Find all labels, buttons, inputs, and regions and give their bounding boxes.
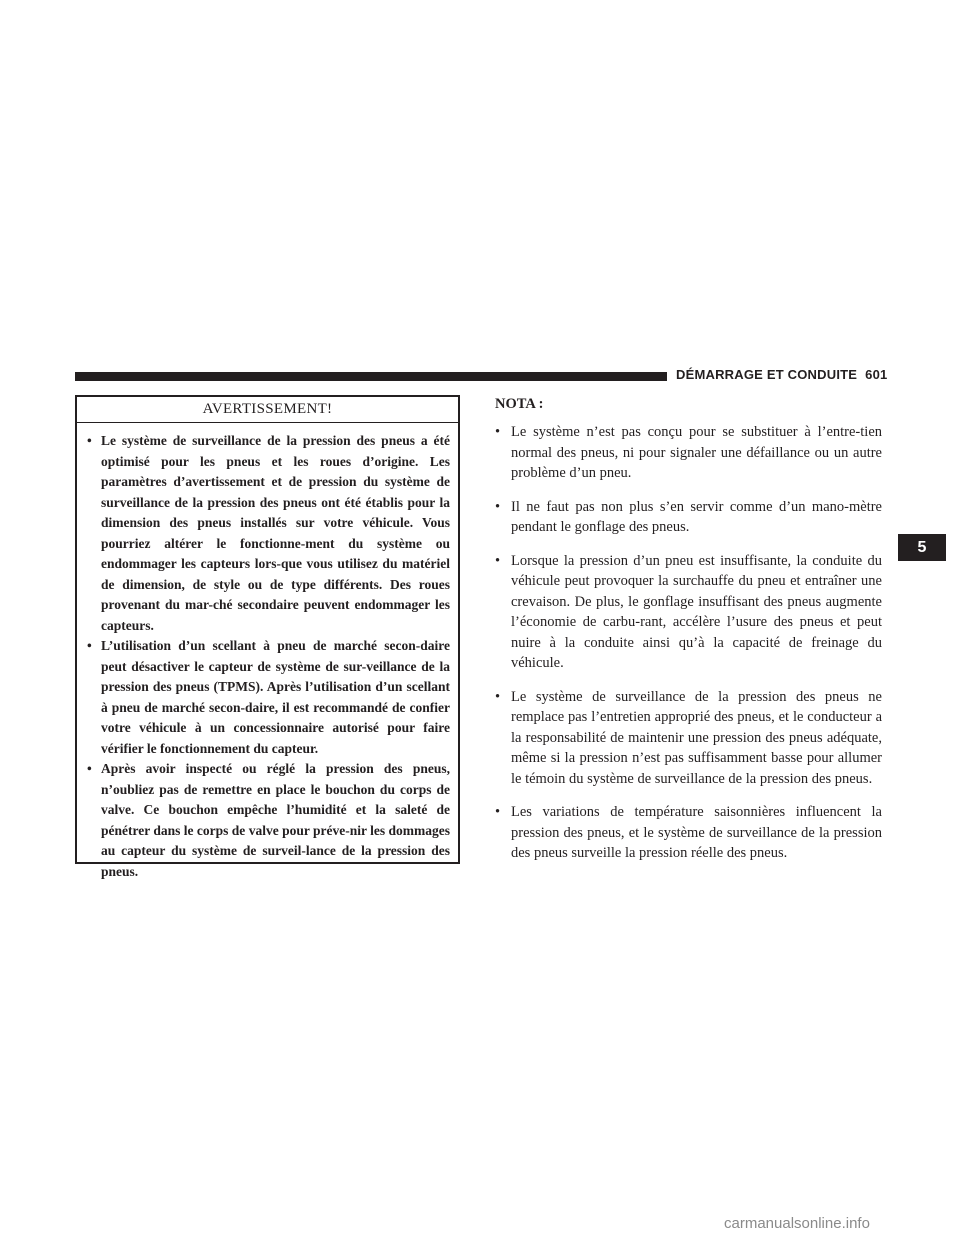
warning-item: • L’utilisation d’un scellant à pneu de marché secon-daire peut désactiver le capteur de système de sur-veillance de la pression des pneus (TPMS). Après l’utilisation d’un scellant à pneu de marché secon-daire, il est recommandé de confier votre véhicule à un concessionnaire autorisé pour faire vérifier le fonctionnement du capteur. bbox=[87, 636, 450, 759]
warning-title: AVERTISSEMENT! bbox=[77, 397, 458, 423]
running-header bbox=[676, 366, 887, 384]
chapter-tab: 5 bbox=[898, 534, 946, 561]
warning-box bbox=[75, 395, 460, 879]
note-section bbox=[495, 394, 882, 877]
section-title: DÉMARRAGE ET CONDUITE bbox=[676, 367, 858, 382]
note-list bbox=[495, 422, 882, 864]
warning-list bbox=[77, 423, 458, 882]
watermark-link[interactable]: carmanualsonline.info bbox=[724, 1215, 870, 1232]
note-title: NOTA : bbox=[495, 396, 544, 412]
note-item: • Lorsque la pression d’un pneu est insuffisante, la conduite du véhicule peut provoquer la surchauffe du pneu et entraîner une crevaison. De plus, le gonflage insuffisant des pneus augmente l’économie de carbu-rant, accélère l’usure des pneus et peut nuire à la conduite ainsi qu’à la capacité de freinage du véhicule. bbox=[495, 551, 882, 674]
page-number: 601 bbox=[865, 367, 888, 382]
warning-item: • Le système de surveillance de la pression des pneus a été optimisé pour les pneus et les roues d’origine. Les paramètres d’avertissement et de pression du système de surveillance de la pression des pneus ont été établis pour la dimension des pneus installés sur votre véhicule. Vous pourriez altérer le fonctionne-ment du système ou endommager les capteurs lors-que vous utilisez du matériel de dimension, de style ou de type différents. Des roues provenant du mar-ché secondaire peuvent endommager les capteurs. bbox=[87, 431, 450, 636]
warning-item: • Après avoir inspecté ou réglé la pression des pneus, n’oubliez pas de remettre en place le bouchon du corps de valve. Ce bouchon empêche l’humidité et la saleté de pénétrer dans le corps de valve pour préve-nir les dommages au capteur du système de surveil-lance de la pression des pneus. bbox=[87, 759, 450, 882]
note-item: • Il ne faut pas non plus s’en servir comme d’un mano-mètre pendant le gonflage des pneus. bbox=[495, 497, 882, 538]
note-item: • Les variations de température saisonnières influencent la pression des pneus, et le système de surveillance de la pression des pneus surveille la pression réelle des pneus. bbox=[495, 802, 882, 864]
note-item: • Le système n’est pas conçu pour se substituer à l’entre-tien normal des pneus, ni pour signaler une défaillance ou un autre problème d’un pneu. bbox=[495, 422, 882, 484]
header-rule bbox=[75, 372, 667, 381]
note-item: • Le système de surveillance de la pression des pneus ne remplace pas l’entretien approprié des pneus, et le conducteur a la responsabilité de maintenir une pression des pneus adéquate, même si la pression n’est pas suffisamment basse pour allumer le témoin du système de surveillance de la pression des pneus. bbox=[495, 687, 882, 790]
